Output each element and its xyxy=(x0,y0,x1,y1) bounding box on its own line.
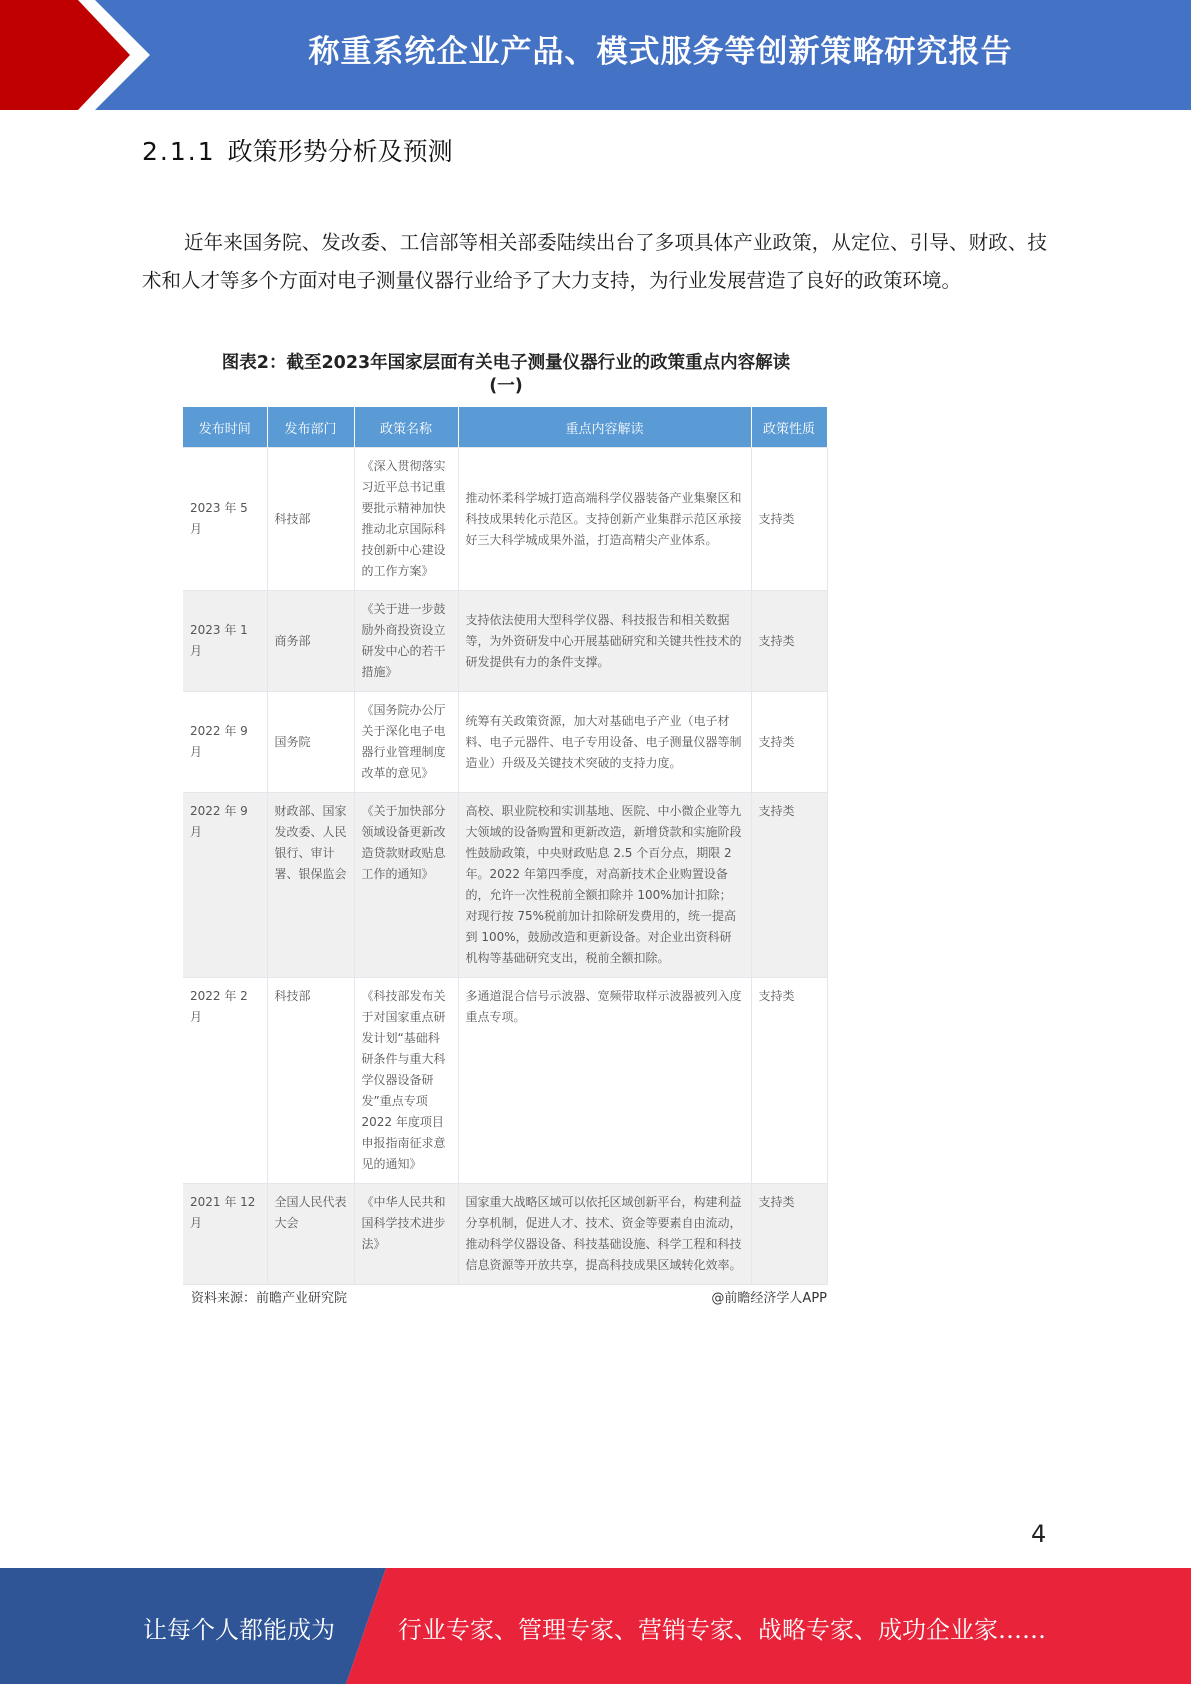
table-row xyxy=(183,793,827,978)
table-row xyxy=(183,978,827,1184)
table-row xyxy=(183,448,827,591)
cell-type: 支持类 xyxy=(751,448,827,591)
cell-content: 统筹有关政策资源，加大对基础电子产业（电子材料、电子元器件、电子专用设备、电子测量仪器等制造业）升级及关键技术突破的支持力度。 xyxy=(458,692,751,793)
footer-slogan-right: 行业专家、管理专家、营销专家、战略专家、成功企业家…… xyxy=(398,1616,1046,1644)
page-number: 4 xyxy=(1031,1520,1047,1548)
cell-content: 多通道混合信号示波器、宽频带取样示波器被列入度重点专项。 xyxy=(458,978,751,1184)
figure-credit: @前瞻经济学人APP xyxy=(711,1291,827,1306)
policy-table-container xyxy=(183,407,827,1285)
policy-table xyxy=(183,407,828,1285)
column-header-content: 重点内容解读 xyxy=(458,407,751,448)
cell-dept: 科技部 xyxy=(267,448,354,591)
column-header-dept: 发布部门 xyxy=(267,407,354,448)
cell-date: 2023 年 5 月 xyxy=(183,448,267,591)
section-title: 政策形势分析及预测 xyxy=(227,137,453,166)
figure-title-line2: (一) xyxy=(489,376,523,396)
table-row xyxy=(183,692,827,793)
cell-content: 国家重大战略区域可以依托区域创新平台，构建利益分享机制，促进人才、技术、资金等要素自由流动，推动科学仪器设备、科技基础设施、科学工程和科技信息资源等开放共享，提高科技成果区域转化效率。 xyxy=(458,1184,751,1285)
page-footer xyxy=(0,1568,1191,1684)
cell-content: 推动怀柔科学城打造高端科学仪器装备产业集聚区和科技成果转化示范区。支持创新产业集群示范区承接好三大科学城成果外溢，打造高精尖产业体系。 xyxy=(458,448,751,591)
cell-name: 《关于加快部分领域设备更新改造贷款财政贴息工作的通知》 xyxy=(354,793,458,978)
column-header-type: 政策性质 xyxy=(751,407,827,448)
cell-dept: 科技部 xyxy=(267,978,354,1184)
header-title: 称重系统企业产品、模式服务等创新策略研究报告 xyxy=(308,34,1013,70)
cell-dept: 财政部、国家发改委、人民银行、审计署、银保监会 xyxy=(267,793,354,978)
column-header-name: 政策名称 xyxy=(354,407,458,448)
cell-date: 2022 年 9 月 xyxy=(183,692,267,793)
page-header xyxy=(0,0,1191,110)
cell-type: 支持类 xyxy=(751,591,827,692)
body-paragraph: 近年来国务院、发改委、工信部等相关部委陆续出台了多项具体产业政策，从定位、引导、财政、技术和人才等多个方面对电子测量仪器行业给予了大力支持，为行业发展营造了良好的政策环境。 xyxy=(142,231,1047,292)
cell-type: 支持类 xyxy=(751,978,827,1184)
header-arrow-decoration xyxy=(0,0,150,110)
cell-date: 2022 年 2 月 xyxy=(183,978,267,1184)
cell-content: 高校、职业院校和实训基地、医院、中小微企业等九大领域的设备购置和更新改造，新增贷款和实施阶段性鼓励政策，中央财政贴息 2.5 个百分点，期限 2 年。2022 年第四季度，对高新技术企业购置设备的，允许一次性税前全额扣除并 100%加计扣除；对现行按 75%税前加计扣除研发费用的，统一提高到 100%，鼓励改造和更新设备。对企业出资科研机构等基础研究支出，税前全额扣除。 xyxy=(458,793,751,978)
table-row xyxy=(183,591,827,692)
figure-source: 资料来源：前瞻产业研究院 xyxy=(191,1291,348,1306)
footer-slogan-left: 让每个人都能成为 xyxy=(143,1616,335,1644)
section-number: 2.1.1 xyxy=(142,137,216,166)
cell-name: 《深入贯彻落实习近平总书记重要批示精神加快推动北京国际科技创新中心建设的工作方案》 xyxy=(354,448,458,591)
column-header-date: 发布时间 xyxy=(183,407,267,448)
table-row xyxy=(183,1184,827,1285)
section-heading xyxy=(142,132,453,168)
cell-name: 《关于进一步鼓励外商投资设立研发中心的若干措施》 xyxy=(354,591,458,692)
cell-type: 支持类 xyxy=(751,1184,827,1285)
cell-dept: 国务院 xyxy=(267,692,354,793)
cell-type: 支持类 xyxy=(751,793,827,978)
figure-title-line1: 图表2：截至2023年国家层面有关电子测量仪器行业的政策重点内容解读 xyxy=(221,353,791,373)
figure-title xyxy=(186,352,826,398)
cell-name: 《国务院办公厅关于深化电子电器行业管理制度改革的意见》 xyxy=(354,692,458,793)
cell-date: 2021 年 12 月 xyxy=(183,1184,267,1285)
cell-date: 2023 年 1 月 xyxy=(183,591,267,692)
cell-content: 支持依法使用大型科学仪器、科技报告和相关数据等，为外资研发中心开展基础研究和关键共性技术的研发提供有力的条件支撑。 xyxy=(458,591,751,692)
cell-type: 支持类 xyxy=(751,692,827,793)
cell-name: 《科技部发布关于对国家重点研发计划“基础科研条件与重大科学仪器设备研发”重点专项 2022 年度项目申报指南征求意见的通知》 xyxy=(354,978,458,1184)
table-header-row xyxy=(183,407,827,448)
cell-dept: 商务部 xyxy=(267,591,354,692)
cell-date: 2022 年 9 月 xyxy=(183,793,267,978)
cell-dept: 全国人民代表大会 xyxy=(267,1184,354,1285)
cell-name: 《中华人民共和国科学技术进步法》 xyxy=(354,1184,458,1285)
